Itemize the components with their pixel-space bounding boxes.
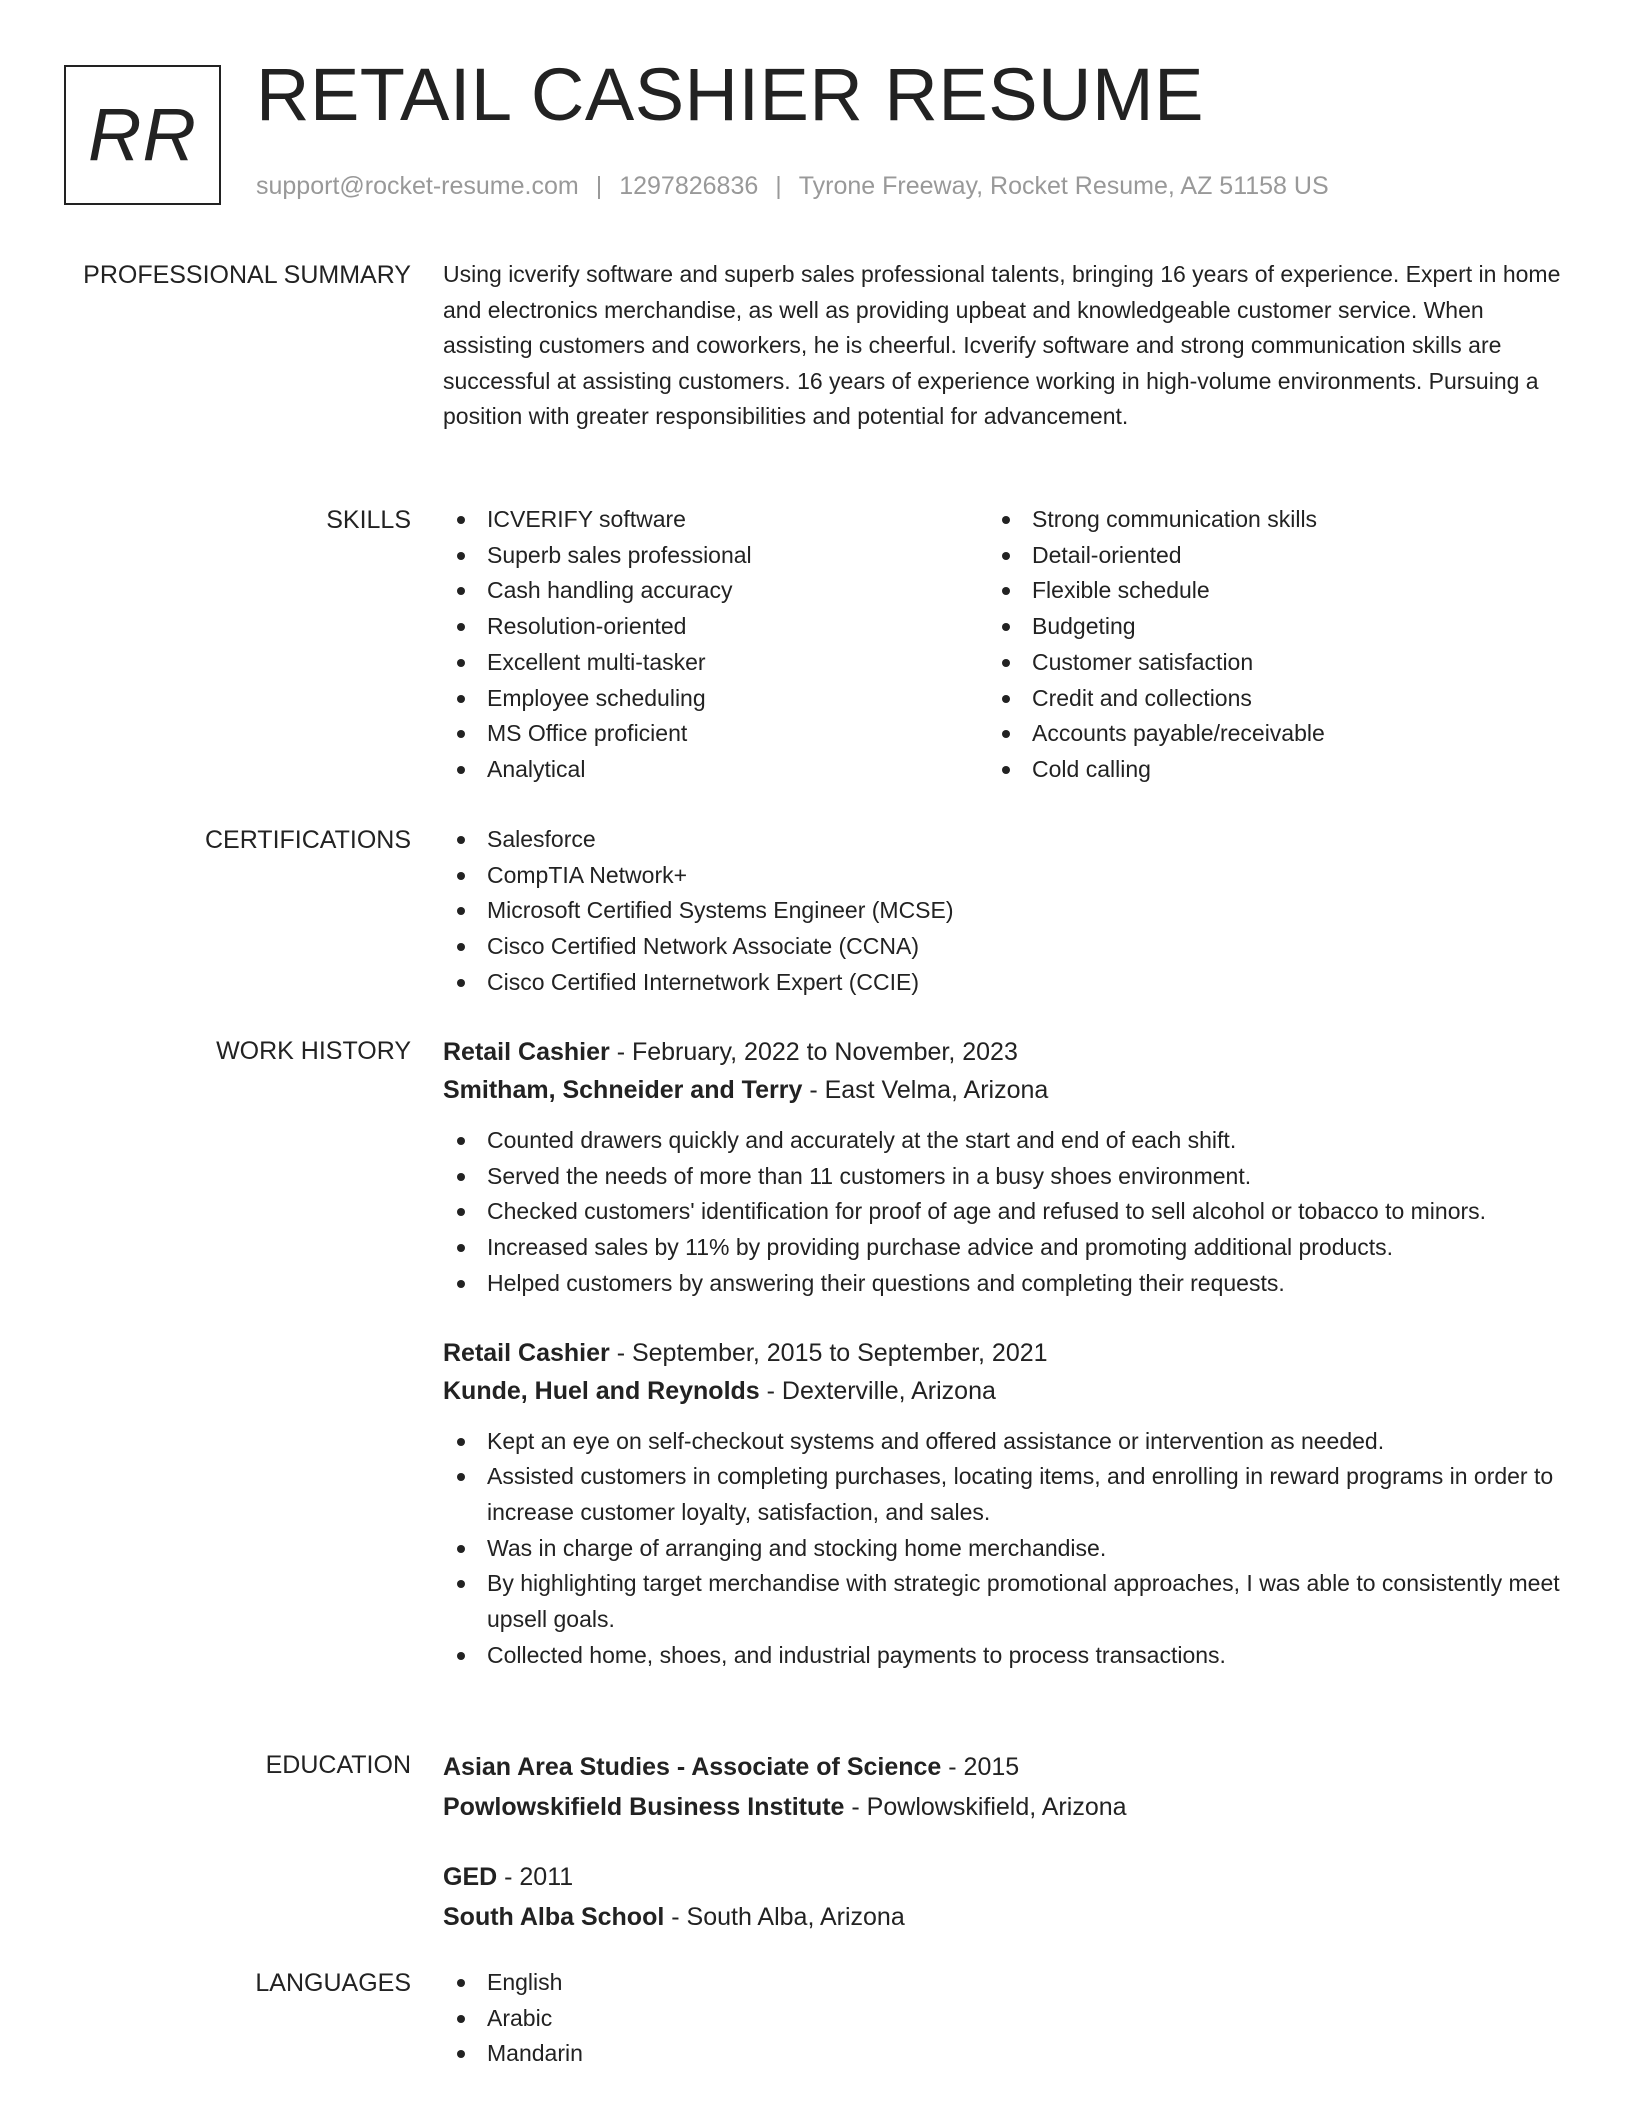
skill-item: Accounts payable/receivable [988,716,1533,752]
languages-body [443,1965,1563,2072]
education-degree-line [443,1747,1563,1787]
certification-item: Microsoft Certified Systems Engineer (MCSE) [443,893,1563,929]
job-duty-item: Helped customers by answering their questions and completing their requests. [443,1266,1563,1302]
job-title: Retail Cashier [443,1338,610,1367]
job-company-line [443,1071,1563,1109]
skill-item: Cold calling [988,752,1533,788]
summary-text: Using icverify software and superb sales professional talents, bringing 16 years of experience. Expert in home and electronics merchandise, as well as providing upbeat and knowledgeable customer service. When assisting customers and coworkers, he is cheerful. Icverify software and strong communication skills are successful at assisting customers. 16 years of experience working in high-volume environments. Pursuing a position with greater responsibilities and potential for advancement. [443,261,1561,429]
section-label-certifications: CERTIFICATIONS [204,826,411,854]
education-school: South Alba School [443,1903,665,1931]
job-duty-item: Served the needs of more than 11 customers in a busy shoes environment. [443,1159,1563,1195]
resume-title: RETAIL CASHIER RESUME [256,53,1205,136]
job-title: Retail Cashier [443,1038,610,1066]
skill-item: Budgeting [988,609,1533,645]
contact-email[interactable]: support@rocket-resume.com [256,172,579,200]
job-location: - Dexterville, Arizona [759,1376,996,1405]
certification-item: Cisco Certified Network Associate (CCNA) [443,929,1563,965]
job-duties-list [443,1424,1563,1674]
job-duty-item: Checked customers' identification for proof of age and refused to sell alcohol or tobacco to minors. [443,1194,1563,1230]
contact-separator: | [595,172,603,200]
skills-list-left [443,502,988,788]
job-title-line [443,1334,1563,1372]
skill-item: Resolution-oriented [443,609,988,645]
education-school-line [443,1787,1563,1827]
job-duty-item: Was in charge of arranging and stocking home merchandise. [443,1531,1563,1567]
job-duties-list [443,1123,1563,1302]
monogram-initials: RR [88,93,197,176]
skill-item: Customer satisfaction [988,645,1533,681]
work-history-body [443,1033,1563,1673]
education-degree: GED [443,1863,498,1891]
contact-separator: | [775,172,782,200]
skills-list-right [988,502,1533,788]
certifications-body [443,822,1563,1001]
education-location: - Powlowskifield, Arizona [844,1793,1127,1821]
job-company: Kunde, Huel and Reynolds [443,1376,760,1405]
section-label-languages: LANGUAGES [255,1969,411,1997]
skill-item: Analytical [443,752,988,788]
education-year: - 2015 [941,1753,1020,1781]
job-dates: - February, 2022 to November, 2023 [609,1038,1018,1066]
certifications-list [443,822,1563,1001]
contact-phone[interactable]: 1297826836 [619,172,759,200]
education-entry [443,1857,1563,1937]
job-company: Smitham, Schneider and Terry [443,1076,803,1104]
job-duty-item: By highlighting target merchandise with strategic promotional approaches, I was able to consistently meet upsell goals. [443,1566,1563,1637]
job-entry [443,1334,1563,1674]
certification-item: CompTIA Network+ [443,858,1563,894]
skill-item: Employee scheduling [443,681,988,717]
job-location: - East Velma, Arizona [802,1076,1049,1104]
job-duty-item: Kept an eye on self-checkout systems and offered assistance or intervention as needed. [443,1424,1563,1460]
skill-item: Flexible schedule [988,573,1533,609]
language-item: Mandarin [443,2036,1563,2072]
certification-item: Cisco Certified Internetwork Expert (CCIE) [443,965,1563,1001]
languages-list [443,1965,1563,2072]
education-year: - 2011 [497,1863,574,1891]
job-duty-item: Counted drawers quickly and accurately at the start and end of each shift. [443,1123,1563,1159]
skill-item: Detail-oriented [988,538,1533,574]
job-company-line [443,1372,1563,1410]
skill-item: MS Office proficient [443,716,988,752]
certification-item: Salesforce [443,822,1563,858]
job-dates: - September, 2015 to September, 2021 [609,1338,1048,1367]
job-duty-item: Collected home, shoes, and industrial payments to process transactions. [443,1638,1563,1674]
job-entry [443,1033,1563,1302]
skill-item: Superb sales professional [443,538,988,574]
language-item: English [443,1965,1563,2001]
job-duty-item: Assisted customers in completing purchases, locating items, and enrolling in reward programs in order to increase customer loyalty, satisfaction, and sales. [443,1459,1563,1530]
contact-line [256,174,1329,199]
job-title-line [443,1033,1563,1071]
monogram-box [64,65,221,205]
skill-item: Excellent multi-tasker [443,645,988,681]
section-label-work-history: WORK HISTORY [216,1037,411,1065]
education-school-line [443,1897,1563,1937]
education-body [443,1747,1563,1937]
contact-address: Tyrone Freeway, Rocket Resume, AZ 51158 US [798,172,1329,200]
skill-item: ICVERIFY software [443,502,988,538]
job-duty-item: Increased sales by 11% by providing purchase advice and promoting additional products. [443,1230,1563,1266]
skills-body [443,502,1563,788]
education-degree: Asian Area Studies - Associate of Science [443,1753,942,1781]
skill-item: Credit and collections [988,681,1533,717]
education-degree-line [443,1857,1563,1897]
section-label-summary: PROFESSIONAL SUMMARY [83,261,411,289]
education-location: - South Alba, Arizona [664,1903,905,1931]
section-label-education: EDUCATION [265,1751,411,1779]
education-entry [443,1747,1563,1827]
section-label-skills: SKILLS [326,506,411,534]
education-school: Powlowskifield Business Institute [443,1793,845,1821]
language-item: Arabic [443,2001,1563,2037]
summary-body [443,257,1563,435]
skill-item: Cash handling accuracy [443,573,988,609]
skill-item: Strong communication skills [988,502,1533,538]
